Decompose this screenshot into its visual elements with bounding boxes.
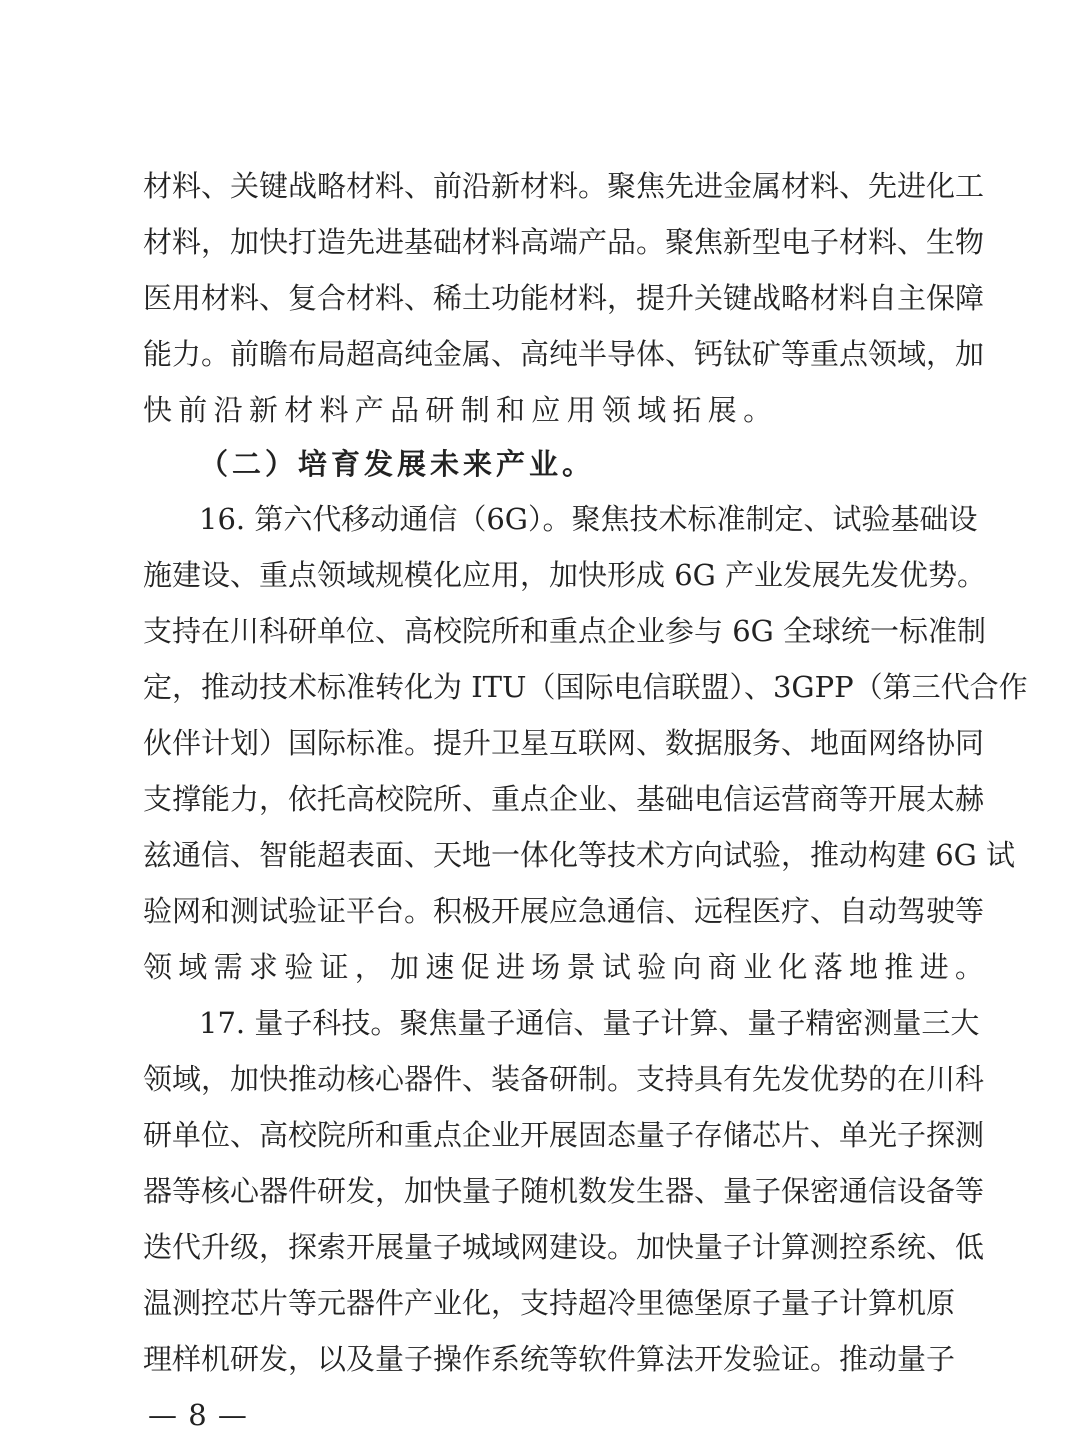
page-number: — 8 —	[148, 1398, 248, 1432]
paragraph-line: 器等核心器件研发，加快量子随机数发生器、量子保密通信设备等	[143, 1174, 985, 1208]
paragraph-line: 迭代升级，探索开展量子城域网建设。加快量子计算测控系统、低	[143, 1230, 985, 1264]
paragraph-line: 支撑能力，依托高校院所、重点企业、基础电信运营商等开展太赫	[143, 782, 985, 816]
paragraph-line: 领域需求验证，加速促进场景试验向商业化落地推进。	[143, 950, 991, 984]
paragraph-line: 兹通信、智能超表面、天地一体化等技术方向试验，推动构建 6G 试	[143, 838, 1016, 872]
paragraph-line: 能力。前瞻布局超高纯金属、高纯半导体、钙钛矿等重点领域，加	[143, 337, 985, 371]
paragraph-line: 支持在川科研单位、高校院所和重点企业参与 6G 全球统一标准制	[143, 614, 987, 648]
paragraph-line: 伙伴计划）国际标准。提升卫星互联网、数据服务、地面网络协同	[143, 726, 985, 760]
section-heading: （二）培育发展未来产业。	[199, 447, 596, 481]
paragraph-line: 17. 量子科技。聚焦量子通信、量子计算、量子精密测量三大	[199, 1006, 980, 1040]
paragraph-line: 领域，加快推动核心器件、装备研制。支持具有先发优势的在川科	[143, 1062, 985, 1096]
paragraph-line: 医用材料、复合材料、稀土功能材料，提升关键战略材料自主保障	[143, 281, 985, 315]
paragraph-line: 温测控芯片等元器件产业化，支持超冷里德堡原子量子计算机原	[143, 1286, 956, 1320]
paragraph-line: 材料，加快打造先进基础材料高端产品。聚焦新型电子材料、生物	[143, 225, 985, 259]
paragraph-line: 定，推动技术标准转化为 ITU（国际电信联盟）、3GPP（第三代合作	[143, 670, 1028, 704]
paragraph-line: 研单位、高校院所和重点企业开展固态量子存储芯片、单光子探测	[143, 1118, 985, 1152]
paragraph-line: 材料、关键战略材料、前沿新材料。聚焦先进金属材料、先进化工	[143, 169, 985, 203]
paragraph-line: 16. 第六代移动通信（6G）。聚焦技术标准制定、试验基础设	[199, 502, 978, 536]
paragraph-line: 施建设、重点领域规模化应用，加快形成 6G 产业发展先发优势。	[143, 558, 987, 592]
paragraph-line: 快前沿新材料产品研制和应用领域拓展。	[143, 393, 779, 427]
paragraph-line: 验网和测试验证平台。积极开展应急通信、远程医疗、自动驾驶等	[143, 894, 985, 928]
paragraph-line: 理样机研发，以及量子操作系统等软件算法开发验证。推动量子	[143, 1342, 956, 1376]
